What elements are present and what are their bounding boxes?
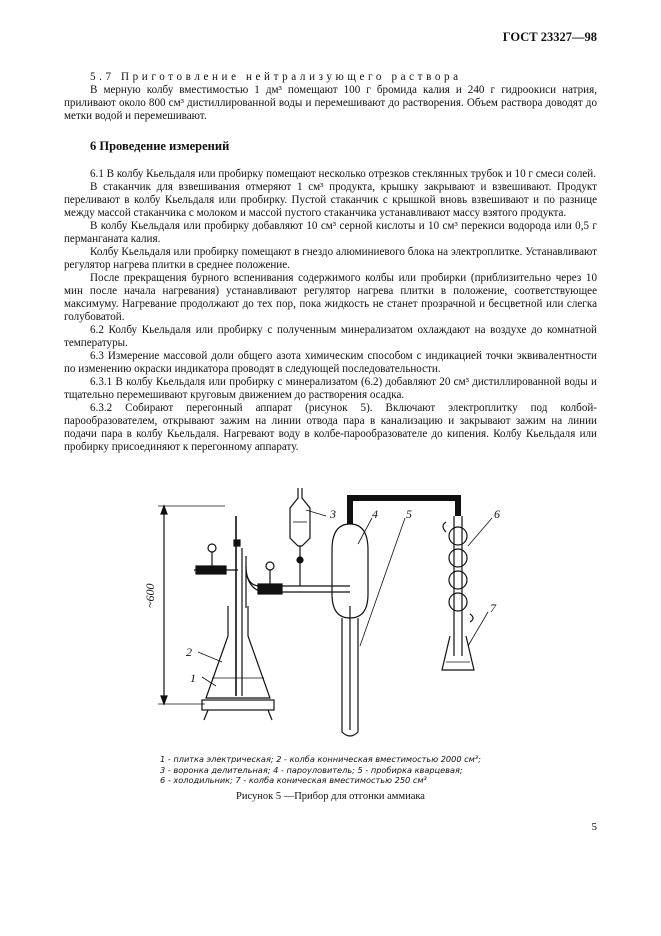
figure-label-1: 1: [190, 671, 196, 685]
section-6-title: 6 Проведение измерений: [90, 139, 230, 153]
paragraph: Колбу Кьельдаля или пробирку помещают в гнездо алюминиевого блока на электроплитке. Устанавливают регулятор нагрева плитки в среднее положение.: [64, 246, 597, 271]
standard-number: ГОСТ 23327—98: [502, 30, 597, 44]
page-number: 5: [591, 821, 597, 833]
legend-line: 1 - плитка электрическая; 2 - колба конническая вместимостью 2000 см³;: [160, 754, 481, 764]
figure-label-7: 7: [490, 601, 496, 615]
figure-label-5: 5: [406, 507, 412, 521]
figure-caption: Рисунок 5 —Прибор для отгонки аммиака: [236, 791, 425, 802]
paragraph: В колбу Кьельдаля или пробирку добавляют 10 см³ серной кислоты и 10 см³ перекиси водорода или 0,5 г перманганата калия.: [64, 220, 597, 245]
paragraph: 6.3.2 Собирают перегонный аппарат (рисунок 5). Включают электроплитку под колбой-парообразователем, открывают зажим на линии отвода пара в канализацию и закрывают зажим на линии подачи пара в колбу Кьельдаля. Нагревают воду в колбе-парообразователе до кипения. Колбу Кьельдаля или пробирку присоединяют к перегонному аппарату.: [64, 402, 597, 453]
paragraph: В стаканчик для взвешивания отмеряют 1 см³ продукта, крышку закрывают и взвешивают. Продукт переливают в колбу Кьельдаля или пробирку. Пустой стаканчик с крышкой вновь взвешивают и по разнице между массой стаканчика с молоком и массой пустого стаканчика устанавливают массу взятого продукта.: [64, 181, 597, 219]
legend-line: 3 - воронка делительная; 4 - пароуловитель; 5 - пробирка кварцевая;: [160, 764, 463, 775]
section-5-7-heading: 5.7 Приготовление нейтрализующего раствора: [90, 71, 462, 83]
distillation-apparatus-figure: [143, 486, 520, 756]
figure-label-4: 4: [372, 507, 378, 521]
section-5-7-text: В мерную колбу вместимостью 1 дм³ помещают 100 г бромида калия и 240 г гидроокиси натрия, приливают около 800 см³ дистиллированной воды и перемешивают до растворения. Объем раствора доводят до метки водой и перемешивают.: [64, 84, 597, 122]
figure-label-2: 2: [186, 645, 192, 659]
paragraph: 6.1 В колбу Кьельдаля или пробирку помещают несколько отрезков стеклянных трубок и 10 г смеси солей.: [90, 168, 596, 180]
figure-label-3: 3: [330, 507, 336, 521]
figure-legend: [160, 754, 481, 786]
figure-label-6: 6: [494, 507, 500, 521]
section-5-7: [64, 71, 597, 123]
paragraph: 6.3 Измерение массовой доли общего азота химическим способом с индикацией точки эквивалентности по изменению окраски индикатора проводят в следующей последовательности.: [64, 350, 597, 375]
section-6-body: [64, 168, 597, 454]
legend-line: 6 - холодильник; 7 - колба коническая вместимостью 250 см³: [160, 775, 427, 785]
paragraph: 6.3.1 В колбу Кьельдаля или пробирку с минерализатом (6.2) добавляют 20 см³ дистиллированной воды и тщательно перемешивают круговым движением до растворения осадка.: [64, 376, 597, 401]
paragraph: 6.2 Колбу Кьельдаля или пробирку с полученным минерализатом охлаждают на воздухе до комнатной температуры.: [64, 324, 597, 349]
dimension-label: ~600: [143, 583, 157, 608]
paragraph: После прекращения бурного вспенивания содержимого колбы или пробирки (приблизительно через 10 мин после начала нагревания) устанавливают регулятор нагрева плитки в положение, соответствующее максимуму. Нагревание продолжают до тех пор, пока жидкость не станет прозрачной и бесцветной или слегка голубоватой.: [64, 272, 597, 323]
